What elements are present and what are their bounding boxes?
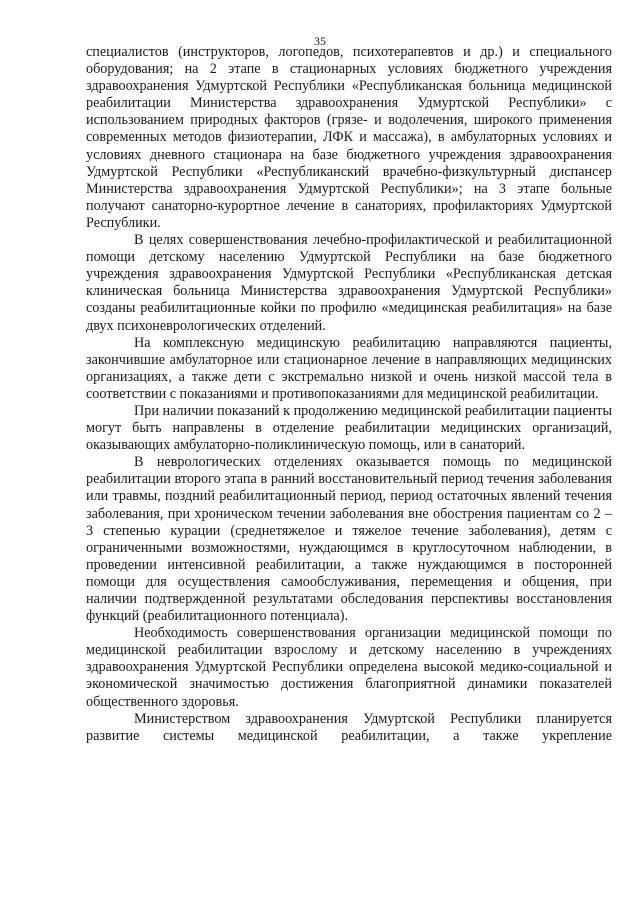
page-number: 35	[314, 34, 326, 48]
paragraph-4: При наличии показаний к продолжению медицинской реабилитации пациенты могут быть направлены в отделение реабилитации медицинских организаций, оказывающих амбулаторно-поликлиническую помощь, или в санаторий.	[86, 402, 612, 454]
paragraph-7: Министерством здравоохранения Удмуртской Республики планируется развитие системы медицинской реабилитации, а также укрепление	[86, 710, 612, 744]
document-body	[86, 44, 612, 745]
paragraph-2: В целях совершенствования лечебно-профилактической и реабилитационной помощи детскому населению Удмуртской Республики на базе бюджетного учреждения здравоохранения Удмуртской Республики «Республиканская детская клиническая больница Министерства здравоохранения Удмуртской Республики» созданы реабилитационные койки по профилю «медицинская реабилитация» на базе двух психоневрологических отделений.	[86, 232, 612, 334]
paragraph-3: На комплексную медицинскую реабилитацию направляются пациенты, закончившие амбулаторное или стационарное лечение в направляющих медицинских организациях, а также дети с экстремально низкой и очень низкой массой тела в соответствии с показаниями и противопоказаниями для медицинской реабилитации.	[86, 334, 612, 402]
paragraph-5: В неврологических отделениях оказывается помощь по медицинской реабилитации второго этапа в ранний восстановительный период течения заболевания или травмы, поздний реабилитационный период, период остаточных явлений течения заболевания, при хроническом течении заболевания вне обострения пациентам со 2 – 3 степенью курации (среднетяжелое и тяжелое течение заболевания), детям с ограниченными возможностями, нуждающимся в круглосуточном наблюдении, в проведении интенсивной реабилитации, а также нуждающимся в посторонней помощи для осуществления самообслуживания, перемещения и общения, при наличии подтвержденной результатами обследования перспективы восстановления функций (реабилитационного потенциала).	[86, 454, 612, 625]
paragraph-1: специалистов (инструкторов, логопедов, психотерапевтов и др.) и специального оборудования; на 2 этапе в стационарных условиях бюджетного учреждения здравоохранения Удмуртской Республики «Республиканская больница медицинской реабилитации Министерства здравоохранения Удмуртской Республики» с использованием природных факторов (грязе- и водолечения, широкого применения современных методов физиотерапии, ЛФК и массажа), в амбулаторных условиях и условиях дневного стационара на базе бюджетного учреждения здравоохранения Удмуртской Республики «Республиканский врачебно-физкультурный диспансер Министерства здравоохранения Удмуртской Республики»; на 3 этапе больные получают санаторно-курортное лечение в санаториях, профилакториях Удмуртской Республики.	[86, 44, 612, 231]
paragraph-6: Необходимость совершенствования организации медицинской помощи по медицинской реабилитации взрослому и детскому населению в учреждениях здравоохранения Удмуртской Республики определена высокой медико-социальной и экономической значимостью достижения благоприятной динамики показателей общественного здоровья.	[86, 625, 612, 710]
